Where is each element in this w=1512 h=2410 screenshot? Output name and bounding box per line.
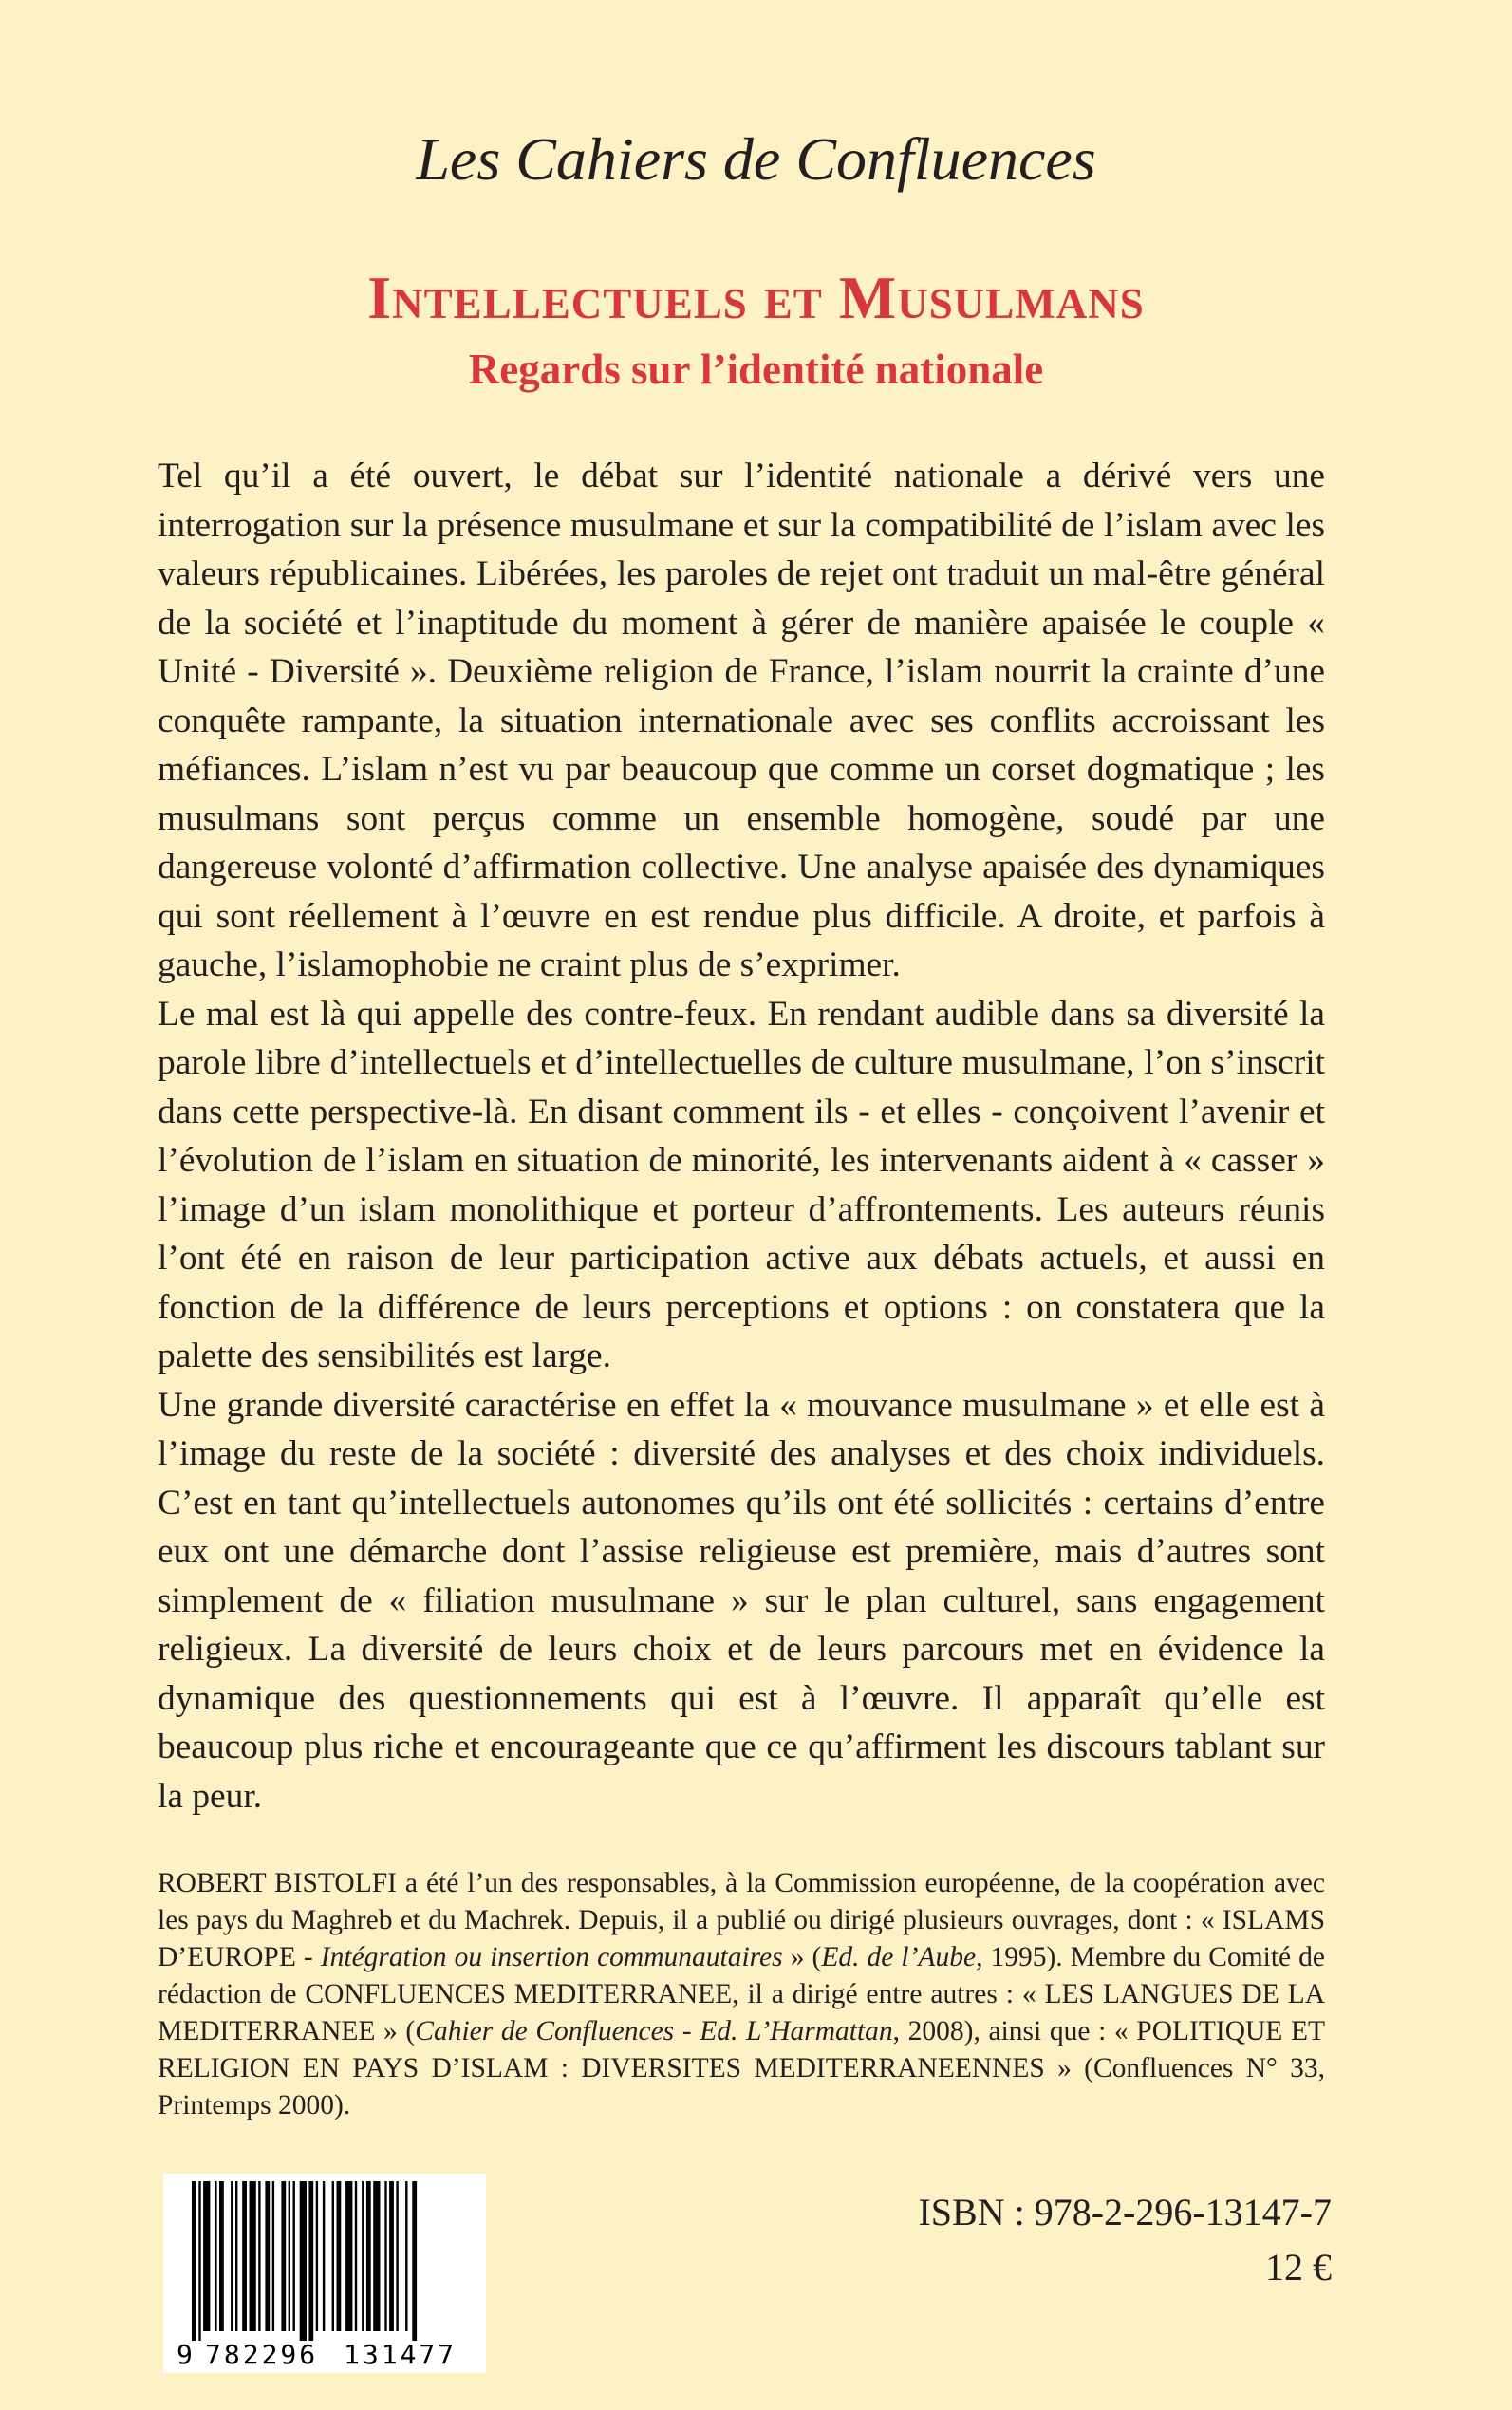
bio-text: , 1995). Membre du Comité de rédaction de CONFLUENCES MEDITERRANEE, il a dirigé entre autres : « LES LANGUES DE LA MEDITERRANEE » (: [158, 1942, 1326, 2046]
paragraph-3: Une grande diversité caractérise en effet la « mouvance musulmane » et elle est à l’image du reste de la société : diversité des analyses et des choix individuels. C’est en tant qu’intellectuels autonomes qu’ils ont été sollicités : certains d’entre eux ont une démarche dont l’assise religieuse est première, mais d’autres sont simplement de « filiation musulmane » sur le plan culturel, sans engagement religieux. La diversité de leurs choix et de leurs parcours met en évidence la dynamique des questionnements qui est à l’œuvre. Il apparaît qu’elle est beaucoup plus riche et encourageante que ce qu’affirment les discours tablant sur la peur.: [158, 1385, 1325, 1816]
barcode-bar: [308, 2181, 313, 2341]
barcode-bar: [235, 2181, 237, 2331]
barcode-bar: [366, 2181, 371, 2331]
series-title: Les Cahiers de Confluences: [416, 125, 1096, 193]
barcode-bar: [355, 2181, 357, 2331]
barcode-first-digit: 9: [177, 2339, 193, 2370]
barcode-bar: [412, 2181, 417, 2341]
barcode-bar: [198, 2181, 200, 2341]
bio-text: » (: [782, 1942, 822, 1972]
bio-italic: Intégration ou insertion communautaires: [320, 1942, 783, 1972]
author-bio: [158, 1865, 1325, 2124]
barcode-bar: [250, 2181, 256, 2331]
paragraph-2: Le mal est là qui appelle des contre-feux. En rendant audible dans sa diversité la parole libre d’intellectuels et d’intellectuelles de culture musulmane, l’on s’inscrit dans cette perspective-là. En disant comment ils - et elles - conçoivent l’avenir et l’évolution de l’islam en situation de minorité, les intervenants aident à « casser » l’image d’un islam monolithique et porteur d’affrontements. Les auteurs réunis l’ont été en raison de leur participation active aux débats actuels, et aussi en fonction de la différence de leurs perceptions et options : on constatera que la palette des sensibilités est large.: [158, 994, 1325, 1375]
barcode-bar: [258, 2181, 260, 2331]
barcode-bar: [389, 2181, 394, 2331]
barcode-bar: [405, 2181, 407, 2331]
barcode-bar: [231, 2181, 233, 2331]
barcode-bar: [316, 2181, 318, 2331]
barcode-bar: [289, 2181, 290, 2331]
barcode-right-digits: 131477: [344, 2339, 457, 2370]
price: 12 €: [1265, 2246, 1332, 2289]
paragraph-1: Tel qu’il a été ouvert, le débat sur l’identité nationale a dérivé vers une interrogation sur la présence musulmane et sur la compatibilité de l’islam avec les valeurs républicaines. Libérées, les paroles de rejet ont traduit un mal-être général de la société et l’inaptitude du moment à gérer de manière apaisée le couple « Unité - Diversité ». Deuxième religion de France, l’islam nourrit la crainte d’une conquête rampante, la situation internationale avec ses conflits accroissant les méfiances. L’islam n’est vu par beaucoup que comme un corset dogmatique ; les musulmans sont perçus comme un ensemble homogène, soudé par une dangereuse volonté d’affirmation collective. Une analyse apaisée des dynamiques qui sont réellement à l’œuvre en est rendue plus difficile. A droite, et parfois à gauche, l’islamophobie ne craint plus de s’exprimer.: [158, 457, 1325, 984]
barcode-bar: [281, 2181, 286, 2331]
book-subtitle: Regards sur l’identité nationale: [468, 346, 1044, 393]
bio-text: ROBERT BISTOLFI a été l’un des responsables, à la Commission européenne, de la coopération avec les pays du Maghreb et du Machrek. Depuis, il a publié ou dirigé plusieurs ouvrages, dont : « ISLAMS D’EUROPE -: [158, 1868, 1325, 1972]
book-title: Intellectuels et Musulmans: [367, 264, 1145, 331]
barcode-bar: [332, 2181, 334, 2331]
barcode-left-digits: 782296: [205, 2339, 319, 2370]
back-cover-text: [158, 452, 1325, 1821]
bio-text: , 2008), ainsi que : « POLITIQUE ET RELIGION EN PAYS D’ISLAM : DIVERSITES MEDITERRANEENNES » (Confluences N° 33, Printemps 2000).: [158, 2016, 1325, 2120]
barcode-bar: [203, 2181, 210, 2331]
barcode-bar: [337, 2181, 342, 2331]
barcode-bar: [345, 2181, 352, 2331]
barcode-bar: [373, 2181, 380, 2331]
barcode: [163, 2174, 486, 2373]
isbn: ISBN : 978-2-296-13147-7: [918, 2191, 1332, 2233]
barcode-bar: [215, 2181, 216, 2331]
barcode-bar: [323, 2181, 325, 2331]
barcode-bar: [293, 2181, 295, 2331]
barcode-bar: [362, 2181, 364, 2331]
barcode-bar: [265, 2181, 270, 2331]
barcode-bar: [396, 2181, 398, 2331]
barcode-bar: [219, 2181, 224, 2331]
barcode-bar: [242, 2181, 247, 2331]
bio-italic: Cahier de Confluences - Ed. L’Harmattan: [415, 2016, 893, 2046]
barcode-bar: [272, 2181, 274, 2331]
barcode-bar: [300, 2181, 307, 2341]
barcode-bar: [192, 2181, 196, 2341]
bio-italic: Ed. de l’Aube: [821, 1942, 977, 1972]
barcode-bar: [384, 2181, 386, 2331]
